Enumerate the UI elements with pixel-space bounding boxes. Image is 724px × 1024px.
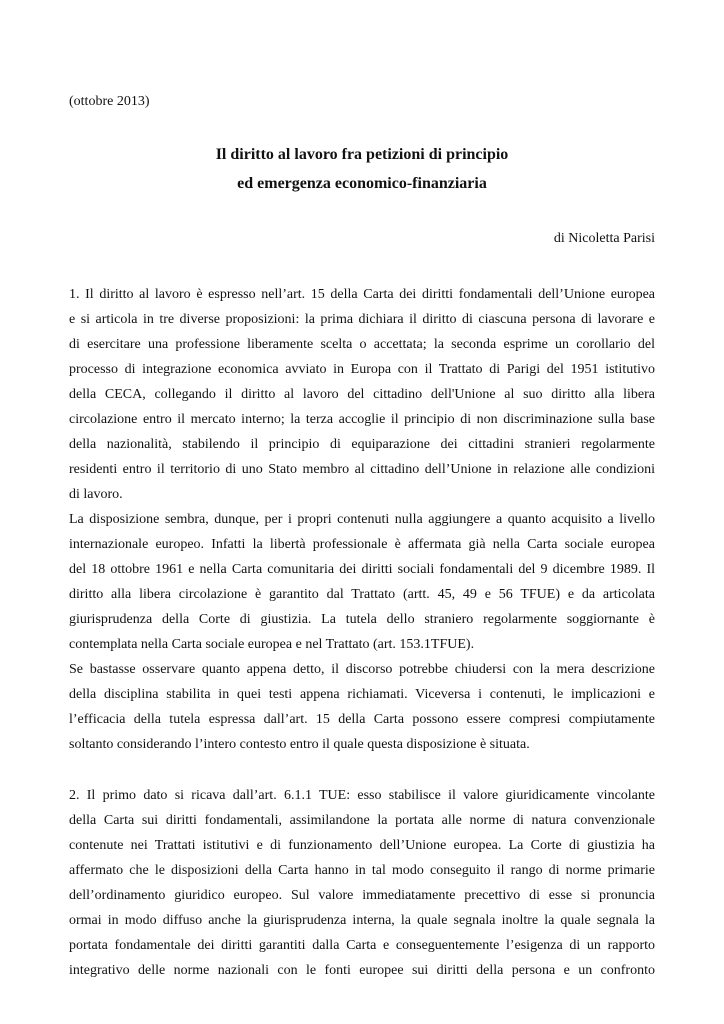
text-line: circolazione entro il mercato interno; la terza accoglie il principio di non discriminazione sulla base [69,412,655,427]
text-line: portata fondamentale dei diritti garantiti dalla Carta e conseguentemente l’esigenza di un rapporto [69,938,655,953]
text-line: residenti entro il territorio di uno Stato membro al cittadino dell’Unione in relazione alle condizioni [69,462,655,477]
text-line: giurisprudenza della Corte di giustizia. La tutela dello straniero regolarmente soggiornante è [69,612,655,627]
document-title-line-1: Il diritto al lavoro fra petizioni di principio [215,146,509,163]
text-line: e si articola in tre diverse proposizioni: la prima dichiara il diritto di ciascuna persona di lavorare e [69,312,655,327]
text-line: contenute nei Trattati istitutivi e di funzionamento dell’Unione europea. La Corte di giustizia ha [69,838,655,853]
text-line: di lavoro. [69,487,123,502]
text-line: dell’ordinamento giuridico europeo. Sul valore immediatamente precettivo di esse si pronuncia [69,888,655,903]
text-line: ormai in modo diffuso anche la giurisprudenza interna, la quale segnala inoltre la quale segnala la [69,913,655,928]
text-line: Se bastasse osservare quanto appena detto, il discorso potrebbe chiudersi con la mera descrizione [69,662,655,677]
document-title-line-2: ed emergenza economico-finanziaria [237,175,487,192]
text-line: affermato che le disposizioni della Carta hanno in tal modo conseguito il rango di norme primarie [69,863,655,878]
document-author: di Nicoletta Parisi [553,231,655,246]
text-line: della nazionalità, stabilendo il principio di equiparazione dei cittadini stranieri regolarmente [69,437,655,452]
text-line: La disposizione sembra, dunque, per i propri contenuti nulla aggiungere a quanto acquisito a livello [69,512,655,527]
text-line: diritto alla libera circolazione è garantito dal Trattato (artt. 45, 49 e 56 TFUE) e da articolata [69,587,655,602]
text-line: l’efficacia della tutela espressa dall’art. 15 della Carta possono essere compresi compiutamente [69,712,655,727]
text-line: della disciplina stabilita in quei testi appena richiamati. Viceversa i contenuti, le implicazioni e [69,687,655,702]
text-line: soltanto considerando l’intero contesto entro il quale questa disposizione è situata. [69,737,530,752]
text-line: internazionale europeo. Infatti la libertà professionale è affermata già nella Carta sociale europea [69,537,655,552]
text-line: della CECA, collegando il diritto al lavoro del cittadino dell'Unione al suo diritto alla libera [69,387,655,402]
text-line: 2. Il primo dato si ricava dall’art. 6.1.1 TUE: esso stabilisce il valore giuridicamente vincolante [69,788,655,803]
text-line: 1. Il diritto al lavoro è espresso nell’art. 15 della Carta dei diritti fondamentali dell’Unione europea [69,287,655,302]
text-line: contemplata nella Carta sociale europea e nel Trattato (art. 153.1TFUE). [69,637,475,652]
text-line: della Carta sui diritti fondamentali, assimilandone la portata alle norme di natura convenzionale [69,813,655,828]
text-line: del 18 ottobre 1961 e nella Carta comunitaria dei diritti sociali fondamentali del 9 dicembre 1989. Il [69,562,655,577]
text-line: processo di integrazione economica avviato in Europa con il Trattato di Parigi del 1951 istitutivo [69,362,655,377]
text-line: integrativo delle norme nazionali con le fonti europee sui diritti della persona e un confronto [69,963,655,978]
document-date: (ottobre 2013) [69,94,150,109]
text-line: di esercitare una professione liberamente scelta o accettata; la seconda esprime un corollario del [69,337,655,352]
